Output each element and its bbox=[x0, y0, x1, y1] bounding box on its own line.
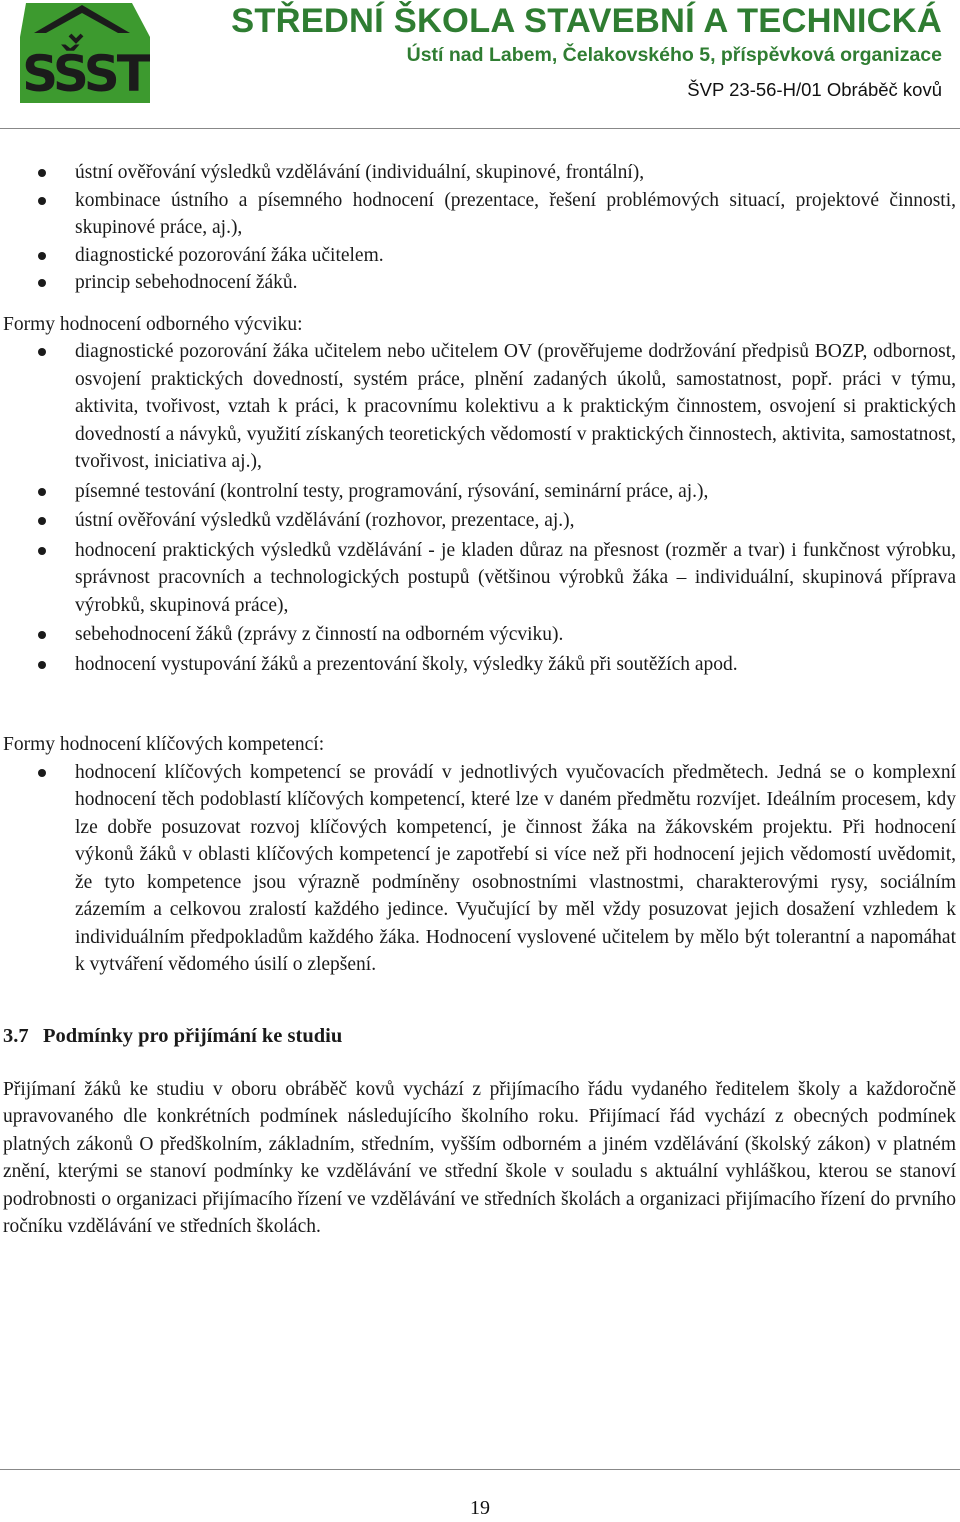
bullet-list-assessment bbox=[3, 159, 956, 297]
school-address: Ústí nad Labem, Čelakovského 5, příspěvková organizace bbox=[406, 44, 942, 66]
logo-lettering: SŠST bbox=[22, 45, 148, 103]
program-code: ŠVP 23-56-H/01 Obráběč kovů bbox=[687, 79, 942, 100]
list-item: hodnocení klíčových kompetencí se provádí v jednotlivých vyučovacích předmětech. Jedná se o komplexní hodnocení těch podoblastí klíčových kompetencí, které lze v daném předmětu rozvíjet. Ideálním procesem, kdy lze dobře posuzovat rozvoj klíčových kompetencí, je činnost žáka na žákovském projektu. Při hodnocení výkonů žáků v oblasti klíčových kompetencí je zapotřebí si více než při hodnocení jejich vědomostí uvědomit, že tyto kompetence jsou výrazně podmíněny osobnostními vlastnostmi, charakterovými rysy, sociálním zázemím a celkovou zralostí každého jedince. Vyučující by měl vždy posuzovat jejich dosažení vzhledem k individuálním předpokladům každého žáka. Hodnocení vyslovené učitelem by mělo být tolerantní a napomáhat k vytváření vědomého úsilí o zlepšení. bbox=[3, 759, 956, 979]
section-number: 3.7 bbox=[3, 1024, 29, 1047]
section-heading: Formy hodnocení odborného výcviku: bbox=[3, 313, 303, 335]
page-number: 19 bbox=[470, 1497, 490, 1519]
list-item: ústní ověřování výsledků vzdělávání (individuální, skupinové, frontální), bbox=[3, 159, 956, 187]
document-content bbox=[3, 159, 956, 1241]
section-heading: Formy hodnocení klíčových kompetencí: bbox=[3, 734, 325, 755]
list-item: hodnocení praktických výsledků vzdělávání - je kladen důraz na přesnost (rozměr a tvar) i funkčnost výrobku, správnost pracovních a technologických postupů (většinou výrobků žáka – individuální, skupinová příprava výrobků, skupinová práce), bbox=[3, 537, 956, 620]
footer-divider bbox=[0, 1469, 960, 1470]
section-title bbox=[3, 1022, 956, 1050]
school-name: STŘEDNÍ ŠKOLA STAVEBNÍ A TECHNICKÁ bbox=[231, 2, 942, 40]
list-item: princip sebehodnocení žáků. bbox=[3, 269, 956, 297]
section-title-text: Podmínky pro přijímání ke studiu bbox=[43, 1024, 343, 1047]
list-item: hodnocení vystupování žáků a prezentování školy, výsledky žáků při soutěžích apod. bbox=[3, 651, 956, 679]
list-item: ústní ověřování výsledků vzdělávání (rozhovor, prezentace, aj.), bbox=[3, 507, 956, 535]
school-logo bbox=[20, 3, 150, 103]
paragraph: Přijímaní žáků ke studiu v oboru obráběč kovů vychází z přijímacího řádu vydaného ředitelem školy a každoročně upravovaného dle konkrétních podmínek následujícího školního roku. Přijímací řád vychází z obecných podmínek platných zákonů O předškolním, základním, středním, vyšším odborném a jiném vzdělávání (školský zákon) v platném znění, kterými se stanoví podmínky ke vzdělávání ve střední škole v souladu s aktuální vyhláškou, kterou se stanoví podrobnosti o organizaci přijímacího řízení ve vzdělávání ve středních školách a organizaci přijímacího řízení do prvního ročníku vzdělávání ve středních školách. bbox=[3, 1078, 956, 1237]
page-header bbox=[0, 0, 960, 104]
bullet-list-kompetence bbox=[3, 759, 956, 979]
list-item: diagnostické pozorování žáka učitelem nebo učitelem OV (prověřujeme dodržování předpisů BOZP, odbornost, osvojení praktických dovedností, systém práce, plnění zadaných úkolů, samostatnost, popř. práci v týmu, aktivita, tvořivost, vztah k práci, k pracovnímu kolektivu a k praktickým činnostem, osvojení si praktických dovedností a návyků, využití získaných teoretických vědomostí v praktických činnostech, aktivita, samostatnost, tvořivost, iniciativa aj.), bbox=[3, 338, 956, 476]
list-item: diagnostické pozorování žáka učitelem. bbox=[3, 242, 956, 270]
bullet-list-odborny bbox=[3, 338, 956, 678]
list-item: sebehodnocení žáků (zprávy z činností na odborném výcviku). bbox=[3, 621, 956, 649]
list-item: kombinace ústního a písemného hodnocení (prezentace, řešení problémových situací, projektové činnosti, skupinové práce, aj.), bbox=[3, 187, 956, 242]
list-item: písemné testování (kontrolní testy, programování, rýsování, seminární práce, aj.), bbox=[3, 478, 956, 506]
header-divider bbox=[0, 128, 960, 129]
